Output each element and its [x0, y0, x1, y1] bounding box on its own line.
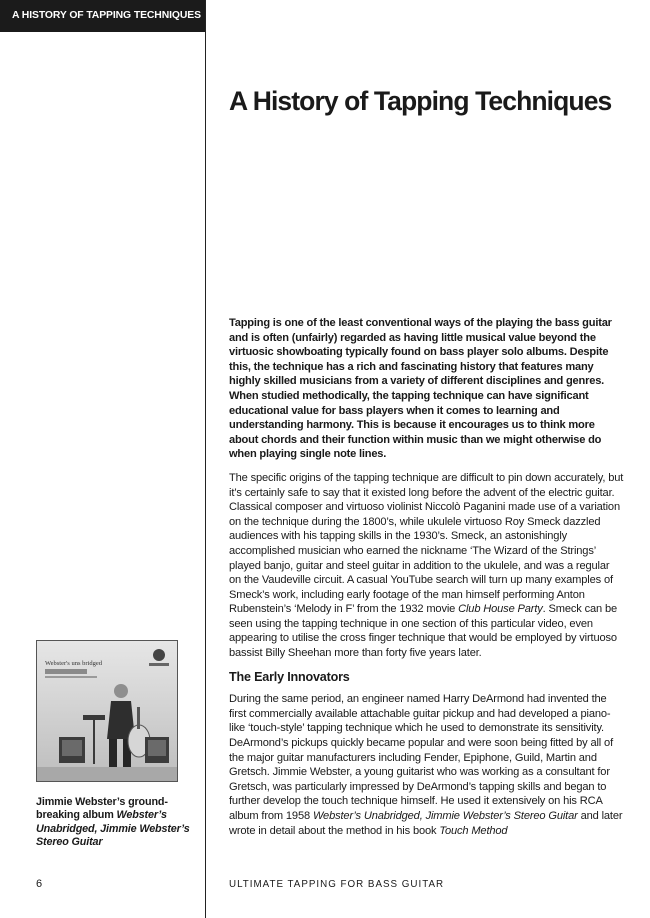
album-title: Webster’s Unabridged, Jimmie Webster’s Stereo Guitar [312, 810, 578, 822]
page-title: A History of Tapping Techniques [229, 86, 612, 116]
page-number: 6 [36, 878, 43, 890]
caption-text: Jimmie Webster’s ground-breaking album [36, 796, 168, 822]
paragraph-text: During the same period, an engineer named Harry DeArmond had invented the first commercially available attachable guitar pickup and had developed a piano-like ‘touch-style’ tapping technique which he used to demonstrate its sensitivity. DeArmond’s pickups quickly became popular and were soon being fitted by all of the major guitar manufacturers including Fender, Epiphone, Guild, Martin and Gretsch. Jimmie Webster, a young guitarist who was working as a consultant for Gretsch, was particularly impressed by DeArmond’s tapping skills and began to further develop the touch technique himself. He used it extensively on his RCA album from 1958 [229, 693, 613, 822]
movie-title: Club House Party [458, 603, 543, 616]
body-paragraph-origins [229, 471, 624, 661]
album-cover-photo [36, 640, 178, 782]
intro-paragraph: Tapping is one of the least conventional ways of the playing the bass guitar and is often (unfairly) regarded as having little musical value beyond the virtuosic showboating typically found on bass player solo albums. Despite this, the technique has a rich and fascinating history that features many highly skilled musicians from a variety of different disciplines and genres. When studied methodically, the tapping technique can have significant educational value for bass players when it comes to learning and understanding harmony. This is because it encourages us to think more about chords and their function within music than we might otherwise do when playing single note lines. [229, 317, 612, 461]
figure-caption [36, 796, 196, 849]
album-cover-image [37, 641, 177, 781]
subheading-early-innovators: The Early Innovators [229, 669, 350, 684]
running-head: A HISTORY OF TAPPING TECHNIQUES [0, 0, 205, 32]
column-divider [205, 0, 206, 918]
album-cover-text: Webster's uns bridged [45, 660, 102, 667]
caption-album-title: Webster’s Unabridged, Jimmie Webster’s Stereo Guitar [36, 809, 190, 848]
paragraph-text: and later wrote in detail about the method in his book [229, 810, 623, 837]
paragraph-text: . Smeck can be seen using the tapping technique in one section of this particular video, even appearing to utilise the cross finger technique that would be employed by virtuoso bassist Billy Sheehan more than forty five years later. [229, 603, 618, 660]
paragraph-text: The specific origins of the tapping technique are difficult to pin down accurately, but it’s certainly safe to say that it existed long before the advent of the electric guitar. Classical composer and virtuoso violinist Niccolò Paganini made use of a variation on the technique during the 1800’s, while ukulele virtuoso Roy Smeck dazzled audiences with his tapping skills in the 1930’s. Smeck, an astonishingly accomplished musician who earned the nickname ‘The Wizard of the Strings’ played banjo, guitar and steel guitar in addition to the ukulele, and was a regular on the Vaudeville circuit. A casual YouTube search will turn up many examples of Smeck’s work, including early footage of the man himself performing Anton Rubenstein’s ‘Melody in F’ from the 1932 movie [229, 471, 624, 616]
article-body [229, 316, 624, 847]
body-paragraph-innovators [229, 692, 624, 838]
book-title: Touch Method [439, 824, 508, 837]
footer-book-title: ULTIMATE TAPPING FOR BASS GUITAR [229, 879, 445, 890]
